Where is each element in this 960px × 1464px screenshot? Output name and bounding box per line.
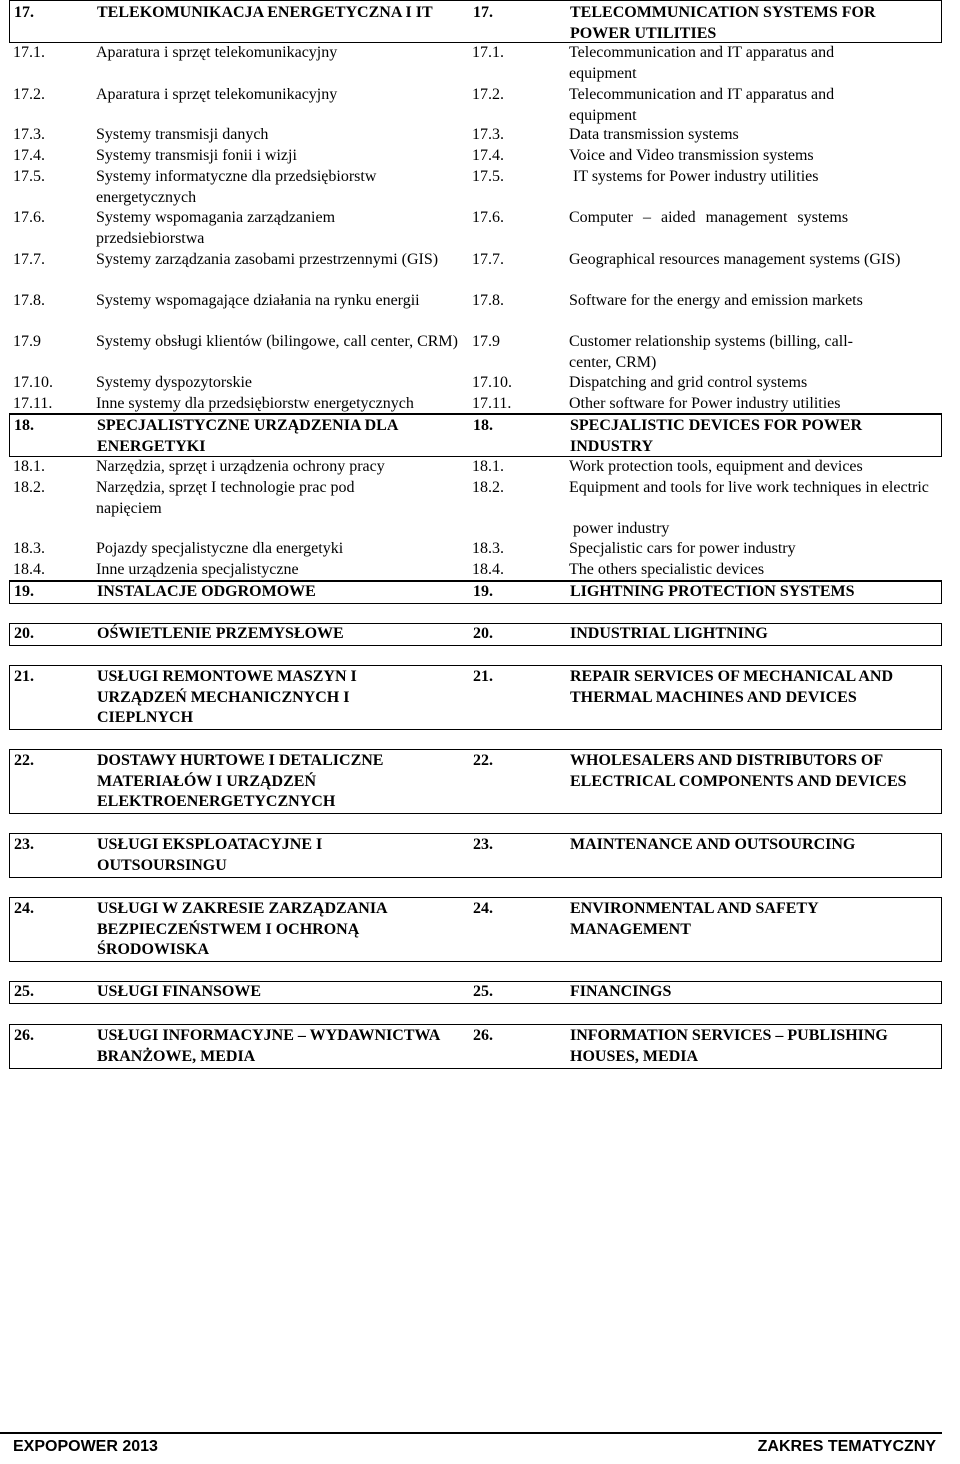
row-number-en: 17.2. [472, 86, 504, 103]
row-number-pl: 17.10. [13, 374, 53, 391]
table-row [9, 250, 942, 291]
table-row [9, 539, 942, 560]
table-row [9, 457, 942, 478]
footer-event-name: EXPOPOWER 2013 [13, 1438, 158, 1455]
row-number-pl: 18.2. [13, 479, 45, 496]
table-row [9, 291, 942, 332]
table-row [9, 208, 942, 249]
row-number-pl: 25. [14, 983, 34, 1000]
table-row [9, 394, 942, 414]
row-text-pl: Inne systemy dla przedsiębiorstw energetycznych [96, 395, 414, 412]
row-number-en: 26. [473, 1027, 493, 1044]
row-number-pl: 23. [14, 836, 34, 853]
row-text-pl: USŁUGI EKSPLOATACYJNE I OUTSOURSINGU [97, 836, 323, 874]
row-text-en: Geographical resources management systems (GIS) [569, 251, 901, 268]
row-text-pl: USŁUGI W ZAKRESIE ZARZĄDZANIA BEZPIECZEŃSTWEM I OCHRONĄ ŚRODOWISKA [97, 900, 387, 958]
row-number-pl: 17.4. [13, 147, 45, 164]
section-row-23 [9, 833, 942, 878]
row-text-pl: INSTALACJE ODGROMOWE [97, 583, 316, 600]
row-number-pl: 18. [14, 417, 34, 434]
row-number-pl: 18.4. [13, 561, 45, 578]
row-text-en: The others specialistic devices [569, 561, 765, 578]
table-row [9, 560, 942, 581]
table-row [9, 146, 942, 167]
footer-section-title: ZAKRES TEMATYCZNY [757, 1438, 936, 1455]
row-text-en: INDUSTRIAL LIGHTNING [570, 625, 768, 642]
row-number-en: 17.9 [472, 333, 500, 350]
row-number-en: 17.11. [472, 395, 512, 412]
row-number-pl: 17.7. [13, 251, 45, 268]
row-text-pl: Aparatura i sprzęt telekomunikacyjny [96, 44, 338, 61]
row-number-en: 21. [473, 668, 493, 685]
row-number-pl: 17.9 [13, 333, 41, 350]
row-text-en: SPECJALISTIC DEVICES FOR POWER INDUSTRY [570, 417, 863, 455]
row-text-pl: DOSTAWY HURTOWE I DETALICZNE MATERIAŁÓW I URZĄDZEŃ ELEKTROENERGETYCZNYCH [97, 752, 384, 810]
row-number-pl: 18.1. [13, 458, 45, 475]
section-row-17 [9, 0, 942, 43]
row-text-en: Voice and Video transmission systems [569, 147, 814, 164]
row-number-en: 17.1. [472, 44, 504, 61]
row-text-en: MAINTENANCE AND OUTSOURCING [570, 836, 856, 853]
row-number-en: 17. [473, 4, 493, 21]
row-text-en: REPAIR SERVICES OF MECHANICAL AND THERMAL MACHINES AND DEVICES [570, 668, 894, 706]
row-text-pl: Narzędzia, sprzęt i urządzenia ochrony pracy [96, 458, 385, 475]
table-row [9, 125, 942, 146]
row-number-pl: 26. [14, 1027, 34, 1044]
row-number-en: 17.5. [472, 168, 504, 185]
row-text-en: Software for the energy and emission markets [569, 292, 863, 309]
row-text-en: TELECOMMUNICATION SYSTEMS FOR POWER UTILITIES [570, 4, 876, 42]
section-row-22 [9, 749, 942, 814]
section-row-26 [9, 1024, 942, 1069]
row-text-pl: Systemy transmisji fonii i wizji [96, 147, 297, 164]
row-number-en: 17.7. [472, 251, 504, 268]
row-number-en: 18. [473, 417, 493, 434]
section-row-25 [9, 981, 942, 1004]
section-row-24 [9, 897, 942, 962]
section-row-20 [9, 623, 942, 646]
row-number-en: 17.8. [472, 292, 504, 309]
row-text-en: FINANCINGS [570, 983, 672, 1000]
row-text-pl: Inne urządzenia specjalistyczne [96, 561, 299, 578]
row-number-en: 22. [473, 752, 493, 769]
row-text-en: Equipment and tools for live work techniques in electric [569, 479, 929, 496]
row-number-en: 18.2. [472, 479, 504, 496]
section-row-18 [9, 414, 942, 457]
table-row [9, 478, 942, 540]
row-text-en: ENVIRONMENTAL AND SAFETY MANAGEMENT [570, 900, 819, 938]
row-number-pl: 17.1. [13, 44, 45, 61]
row-number-pl: 17.2. [13, 86, 45, 103]
row-number-pl: 17.11. [13, 395, 53, 412]
row-text-pl: Systemy obsługi klientów (bilingowe, call center, CRM) [96, 333, 458, 350]
row-text-en-extra: power industry [573, 520, 670, 537]
row-text-pl: Pojazdy specjalistyczne dla energetyki [96, 540, 344, 557]
row-text-en: INFORMATION SERVICES – PUBLISHING HOUSES, MEDIA [570, 1027, 888, 1065]
row-text-pl: Systemy zarządzania zasobami przestrzennymi (GIS) [96, 251, 439, 268]
row-text-en: Other software for Power industry utilities [569, 395, 841, 412]
row-text-pl: Narzędzia, sprzęt I technologie prac pod napięciem [96, 479, 355, 517]
row-number-pl: 19. [14, 583, 34, 600]
row-text-pl: USŁUGI INFORMACYJNE – WYDAWNICTWA BRANŻOWE, MEDIA [97, 1027, 440, 1065]
row-text-pl: OŚWIETLENIE PRZEMYSŁOWE [97, 625, 344, 642]
row-text-en: Customer relationship systems (billing, call-center, CRM) [569, 333, 853, 371]
row-text-en: Work protection tools, equipment and devices [569, 458, 863, 475]
row-text-en: Computer – aided management systems [569, 209, 849, 226]
row-number-en: 18.3. [472, 540, 504, 557]
row-text-pl: Systemy informatyczne dla przedsiębiorstw energetycznych [96, 168, 377, 206]
section-row-21 [9, 665, 942, 730]
row-text-pl: USŁUGI REMONTOWE MASZYN I URZĄDZEŃ MECHANICZNYCH I CIEPLNYCH [97, 668, 357, 726]
row-number-en: 20. [473, 625, 493, 642]
row-number-en: 17.6. [472, 209, 504, 226]
row-number-pl: 24. [14, 900, 34, 917]
row-text-pl: Systemy wspomagające działania na rynku energii [96, 292, 420, 309]
row-text-en: Telecommunication and IT apparatus and equipment [569, 44, 835, 82]
row-text-en: LIGHTNING PROTECTION SYSTEMS [570, 583, 855, 600]
row-number-pl: 17.8. [13, 292, 45, 309]
table-row [9, 43, 942, 84]
row-text-pl: USŁUGI FINANSOWE [97, 983, 262, 1000]
row-number-pl: 22. [14, 752, 34, 769]
table-row [9, 167, 942, 208]
row-number-en: 18.1. [472, 458, 504, 475]
row-number-pl: 17. [14, 4, 34, 21]
row-text-pl: SPECJALISTYCZNE URZĄDZENIA DLA ENERGETYKI [97, 417, 398, 455]
row-number-en: 19. [473, 583, 493, 600]
row-number-pl: 17.6. [13, 209, 45, 226]
page-footer [0, 1432, 942, 1464]
row-number-en: 24. [473, 900, 493, 917]
row-text-pl: TELEKOMUNIKACJA ENERGETYCZNA I IT [97, 4, 433, 21]
row-number-en: 23. [473, 836, 493, 853]
row-number-pl: 20. [14, 625, 34, 642]
row-number-pl: 17.3. [13, 126, 45, 143]
row-number-en: 17.3. [472, 126, 504, 143]
row-text-en: Specjalistic cars for power industry [569, 540, 796, 557]
row-text-en: Telecommunication and IT apparatus and equipment [569, 86, 835, 124]
section-row-19 [9, 581, 942, 604]
row-text-en: Dispatching and grid control systems [569, 374, 808, 391]
row-number-pl: 17.5. [13, 168, 45, 185]
row-text-pl: Systemy wspomagania zarządzaniem przedsiebiorstwa [96, 209, 336, 247]
row-text-pl: Systemy dyspozytorskie [96, 374, 252, 391]
row-number-pl: 18.3. [13, 540, 45, 557]
row-text-pl: Aparatura i sprzęt telekomunikacyjny [96, 86, 338, 103]
row-text-en: IT systems for Power industry utilities [573, 168, 819, 185]
row-number-en: 17.10. [472, 374, 512, 391]
row-text-en: WHOLESALERS AND DISTRIBUTORS OF ELECTRICAL COMPONENTS AND DEVICES [570, 752, 907, 790]
row-number-en: 18.4. [472, 561, 504, 578]
row-number-en: 25. [473, 983, 493, 1000]
row-text-pl: Systemy transmisji danych [96, 126, 269, 143]
table-row [9, 85, 942, 126]
row-number-pl: 21. [14, 668, 34, 685]
row-text-en: Data transmission systems [569, 126, 739, 143]
row-number-en: 17.4. [472, 147, 504, 164]
table-row [9, 332, 942, 373]
table-row [9, 373, 942, 394]
